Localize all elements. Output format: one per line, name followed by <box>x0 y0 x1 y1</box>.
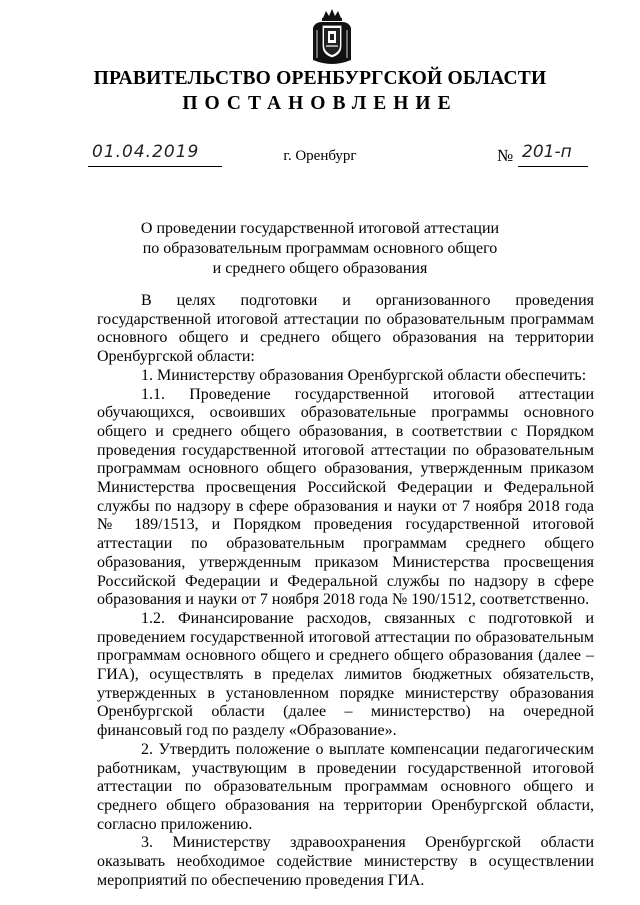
body-paragraph: 1.2. Финансирование расходов, связанных с подготовкой и проведением государственной итоговой аттестации по образовательным программам основного общего и среднего общего образования (далее – ГИА), осуществлять в пределах лимитов бюджетных обязательств, утвержденных в установленном порядке министерству образования Оренбургской области (далее – министерство) на очередной финансовый год по разделу «Образование». <box>97 609 594 740</box>
document-city: г. Оренбург <box>283 148 357 164</box>
body-paragraph: В целях подготовки и организованного проведения государственной итоговой аттестации по образовательным программам основного общего и среднего общего образования на территории Оренбургской области: <box>97 292 594 366</box>
subject-line: по образовательным программам основного общего <box>142 240 498 257</box>
document-type-title: ПОСТАНОВЛЕНИЕ <box>182 93 458 114</box>
number-underline <box>518 166 588 167</box>
document-number: 201-п <box>522 142 572 162</box>
subject-line: О проведении государственной итоговой аттестации <box>140 220 500 237</box>
document-number-label: № <box>497 146 514 165</box>
subject-line: и среднего общего образования <box>212 260 428 277</box>
document-date: 01.04.2019 <box>92 142 200 162</box>
body-paragraph: 1. Министерству образования Оренбургской области обеспечить: <box>141 366 587 384</box>
body-paragraph: 1.1. Проведение государственной итоговой аттестации обучающихся, освоивших образовательные программы основного общего и среднего общего образования, в соответствии с Порядком проведения государственной итоговой аттестации по образовательным программам основного общего образования, утвержденным приказом Министерства просвещения Российской Федерации и Федеральной службы по надзору в сфере образования и науки от 7 ноября 2018 года № 189/1513, и Порядком проведения государственной итоговой аттестации по образовательным программам среднего общего образования, утвержденным приказом Министерства просвещения Российской Федерации и Федеральной службы по надзору в сфере образования и науки от 7 ноября 2018 года № 190/1512, соответственно. <box>97 385 594 609</box>
document-subject <box>0 219 640 279</box>
document-body <box>97 292 594 891</box>
date-underline <box>88 166 222 167</box>
orenburg-coat-of-arms-icon <box>311 8 353 64</box>
body-paragraph: 2. Утвердить положение о выплате компенсации педагогическим работникам, участвующим в проведении государственной итоговой аттестации по образовательным программам основного общего и среднего общего образования на территории Оренбургской области, согласно приложению. <box>97 740 594 833</box>
government-title: ПРАВИТЕЛЬСТВО ОРЕНБУРГСКОЙ ОБЛАСТИ <box>93 68 547 89</box>
body-paragraph: 3. Министерству здравоохранения Оренбургской области оказывать необходимое содействие министерству в осуществлении мероприятий по обеспечению проведения ГИА. <box>97 834 594 889</box>
